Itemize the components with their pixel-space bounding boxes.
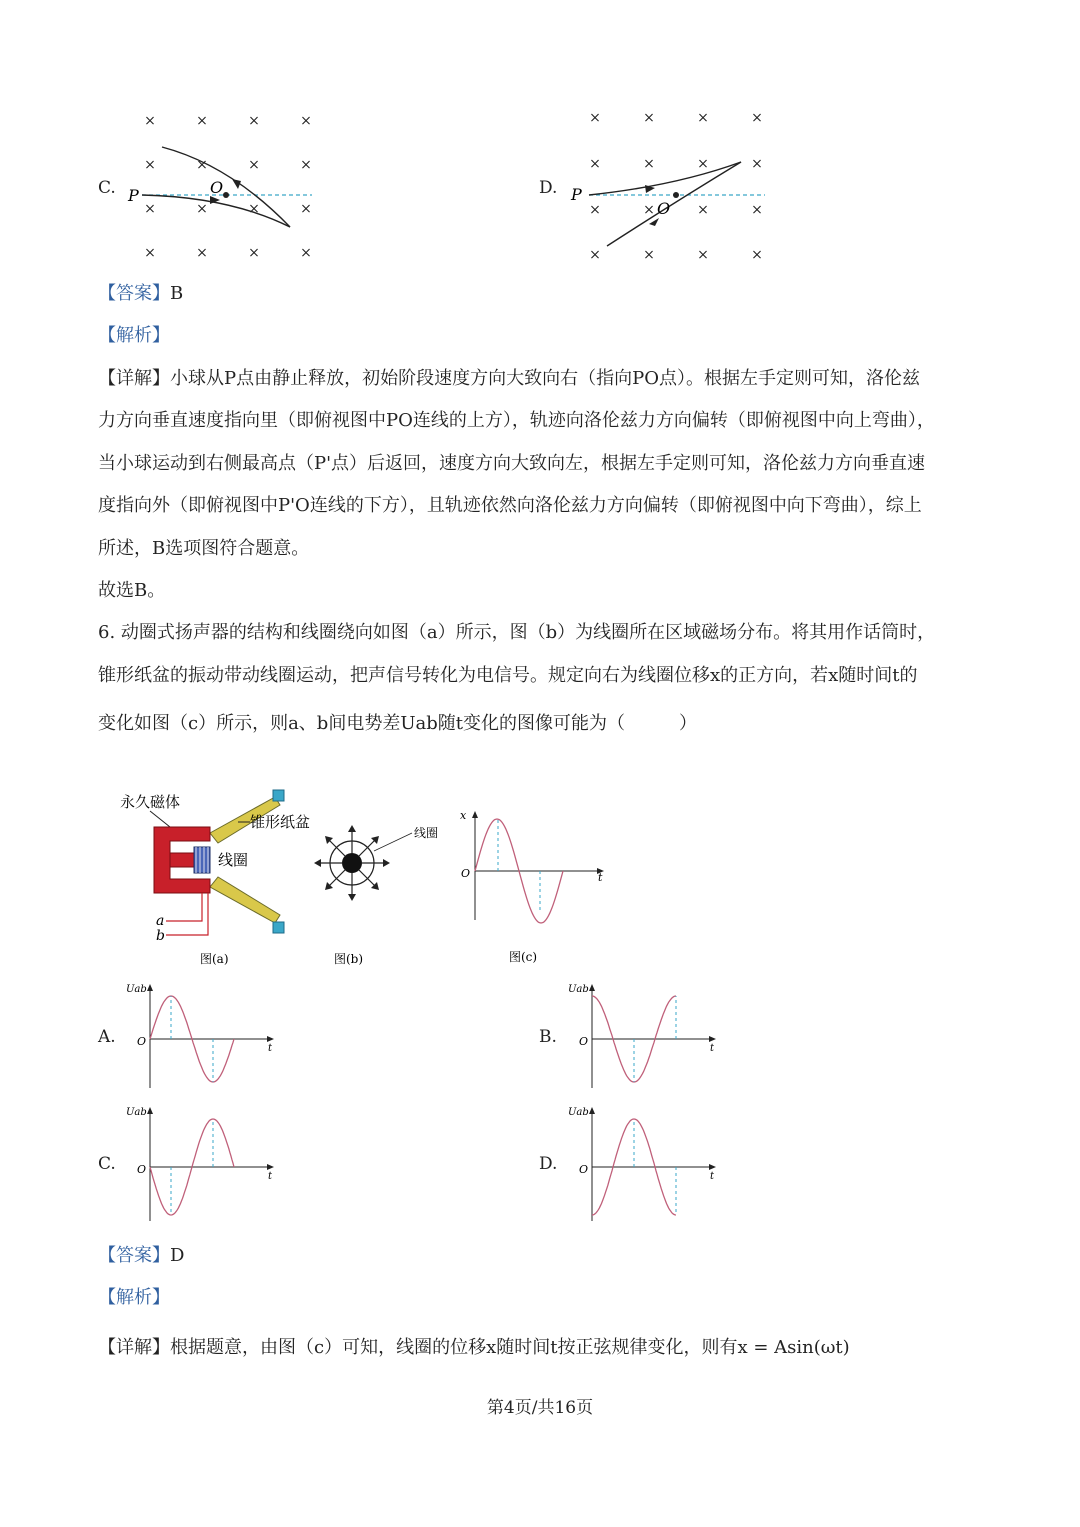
field-mark: × — [697, 110, 709, 126]
graph-option-d — [564, 1103, 729, 1223]
detail-tag: 【详解】 — [98, 368, 170, 389]
origin-label: O — [461, 867, 471, 880]
coil-label: 线圈 — [414, 826, 439, 840]
origin-label: O — [137, 1163, 147, 1176]
question-6-line-1: 6. 动圈式扬声器的结构和线圈绕向如图（a）所示，图（b）为线圈所在区域磁场分布。将其用作话筒时， — [98, 622, 936, 643]
field-mark: × — [697, 202, 709, 218]
analysis-6 — [98, 1287, 170, 1309]
point-o-dot — [673, 192, 679, 198]
arrow-icon — [709, 1164, 716, 1170]
field-mark: × — [589, 110, 601, 126]
field-mark: × — [196, 245, 208, 261]
trajectory-upper — [162, 147, 290, 227]
x-axis-label: t — [710, 1171, 715, 1182]
arrow-icon — [589, 1107, 595, 1114]
y-axis-label: Uab — [126, 1107, 147, 1118]
field-mark: × — [589, 202, 601, 218]
terminal-a-label: a — [156, 913, 165, 929]
graph-option-label: A. — [98, 1027, 116, 1047]
arrow-icon — [147, 984, 153, 991]
option-d-label: D. — [539, 178, 558, 198]
analysis-tag: 【解析】 — [98, 1287, 170, 1308]
field-mark: × — [751, 156, 763, 172]
y-axis-label: x — [460, 809, 467, 822]
detail-text: 小球从P点由静止释放，初始阶段速度方向大致向右（指向PO点）。根据左手定则可知，洛伦兹 — [170, 368, 920, 389]
field-mark: × — [643, 247, 655, 263]
point-o-dot — [223, 192, 229, 198]
detail-5-line-5: 所述，B选项图符合题意。 — [98, 538, 310, 559]
analysis-tag: 【解析】 — [98, 325, 170, 346]
y-axis-label: Uab — [568, 1107, 589, 1118]
point-o-label: O — [210, 178, 224, 197]
graph-option-label: B. — [539, 1027, 557, 1047]
cone-edge-top — [273, 790, 284, 801]
question-6-line-2: 锥形纸盆的振动带动线圈运动，把声信号转化为电信号。规定向右为线圈位移x的正方向，若x随时间t的 — [98, 665, 918, 686]
field-mark: × — [196, 201, 208, 217]
origin-label: O — [579, 1163, 589, 1176]
figure-a-speaker — [110, 785, 310, 970]
point-p-label: P — [128, 186, 139, 205]
detail-5-line-3: 当小球运动到右侧最高点（P'点）后返回，速度方向大致向左，根据左手定则可知，洛伦兹力方向垂直速 — [98, 453, 926, 474]
field-mark: × — [144, 201, 156, 217]
field-mark: × — [643, 110, 655, 126]
answer-tag: 【答案】 — [98, 1245, 170, 1266]
field-mark: × — [300, 201, 312, 217]
page-footer: 第4页/共16页 — [486, 1398, 594, 1418]
origin-label: O — [137, 1035, 147, 1048]
field-mark: × — [751, 247, 763, 263]
field-mark: × — [751, 110, 763, 126]
field-mark: × — [300, 157, 312, 173]
detail-6 — [98, 1337, 850, 1359]
field-mark: × — [751, 202, 763, 218]
field-mark: × — [196, 157, 208, 173]
x-axis-label: t — [710, 1043, 715, 1054]
field-mark: × — [196, 113, 208, 129]
option-c-label: C. — [98, 178, 116, 198]
detail-5-line-4: 度指向外（即俯视图中P'O连线的下方），且轨迹依然向洛伦兹力方向偏转（即俯视图中向下弯曲），综上 — [98, 495, 922, 516]
figure-c-graph — [455, 805, 615, 970]
field-mark: × — [697, 156, 709, 172]
option-c-diagram — [120, 105, 340, 270]
arrow-icon — [232, 179, 241, 189]
leader-line — [150, 811, 170, 827]
origin-label: O — [579, 1035, 589, 1048]
detail-text: 根据题意，由图（c）可知，线圈的位移x随时间t按正弦规律变化，则有x = Asin(ωt) — [170, 1337, 850, 1358]
figure-b-caption: 图(b) — [334, 952, 364, 966]
field-mark: × — [300, 113, 312, 129]
answer-6 — [98, 1245, 184, 1267]
magnet-label: 永久磁体 — [120, 793, 181, 811]
answer-value: D — [170, 1245, 185, 1266]
graph-option-b — [564, 980, 729, 1090]
answer-value: B — [170, 283, 184, 304]
question-6-line-3: 变化如图（c）所示，则a、b间电势差Uab随t变化的图像可能为（ ） — [98, 713, 697, 734]
field-mark: × — [144, 157, 156, 173]
option-d-diagram — [565, 102, 785, 267]
analysis-5 — [98, 325, 170, 347]
cone-lower — [210, 877, 280, 923]
arrow-icon — [267, 1036, 274, 1042]
graph-option-label: C. — [98, 1154, 116, 1174]
y-axis-label: Uab — [568, 984, 589, 995]
point-p-label: P — [571, 185, 582, 204]
x-axis-label: t — [268, 1043, 273, 1054]
y-axis-label: Uab — [126, 984, 147, 995]
field-mark: × — [589, 247, 601, 263]
answer-5 — [98, 283, 183, 305]
field-mark: × — [248, 245, 260, 261]
detail-5-conclusion: 故选B。 — [98, 580, 166, 601]
figure-b-field — [310, 815, 450, 970]
figure-c-caption: 图(c) — [509, 950, 538, 964]
cone-edge-bottom — [273, 922, 284, 933]
graph-option-label: D. — [539, 1154, 558, 1174]
detail-5-line-1 — [98, 368, 920, 390]
coil-label: 线圈 — [218, 851, 249, 869]
trajectory-lower — [607, 162, 741, 246]
field-mark: × — [589, 156, 601, 172]
field-mark: × — [144, 245, 156, 261]
answer-tag: 【答案】 — [98, 283, 170, 304]
field-mark: × — [248, 201, 260, 217]
cone-label: 锥形纸盆 — [250, 813, 310, 831]
x-axis-label: t — [598, 871, 603, 884]
arrow-icon — [267, 1164, 274, 1170]
point-o-label: O — [657, 199, 671, 218]
detail-tag: 【详解】 — [98, 1337, 170, 1358]
arrow-icon — [589, 984, 595, 991]
field-mark: × — [248, 157, 260, 173]
x-axis-label: t — [268, 1171, 273, 1182]
graph-option-c — [122, 1103, 287, 1223]
arrow-icon — [709, 1036, 716, 1042]
graph-option-a — [122, 980, 287, 1090]
field-mark: × — [248, 113, 260, 129]
detail-5-line-2: 力方向垂直速度指向里（即俯视图中PO连线的上方），轨迹向洛伦兹力方向偏转（即俯视图中向上弯曲）， — [98, 410, 935, 431]
trajectory-upper — [589, 162, 741, 195]
arrow-icon — [649, 218, 659, 226]
arrow-icon — [147, 1107, 153, 1114]
figure-a-caption: 图(a) — [200, 952, 229, 966]
field-mark: × — [697, 247, 709, 263]
field-mark: × — [643, 156, 655, 172]
field-mark: × — [300, 245, 312, 261]
terminal-b-label: b — [156, 928, 165, 944]
field-mark: × — [643, 202, 655, 218]
field-mark: × — [144, 113, 156, 129]
